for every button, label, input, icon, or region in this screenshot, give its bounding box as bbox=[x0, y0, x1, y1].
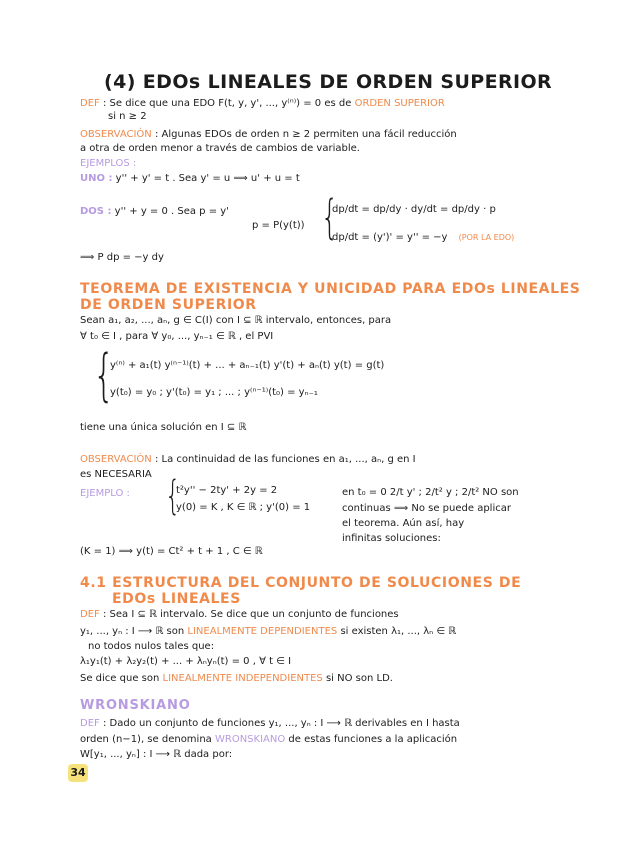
ejemplo-side-4: infinitas soluciones: bbox=[342, 533, 441, 544]
wronskiano-heading: WRONSKIANO bbox=[80, 698, 191, 713]
wronskiano-highlight: WRONSKIANO bbox=[214, 734, 286, 745]
teorema-conclusion: tiene una única solución en I ⊆ ℝ bbox=[80, 422, 247, 433]
teorema-heading-cont: DE ORDEN SUPERIOR bbox=[80, 297, 257, 313]
ejemplo-label: EJEMPLO : bbox=[80, 488, 130, 499]
uno-text: y'' + y' = t . Sea y' = u ⟹ u' + u = t bbox=[115, 173, 300, 184]
observacion-2 bbox=[80, 454, 416, 466]
uno-label: UNO : bbox=[80, 173, 113, 184]
estructura-heading: 4.1 ESTRUCTURA DEL CONJUNTO DE SOLUCIONES DE bbox=[80, 575, 522, 591]
li-pre: Se dice que son bbox=[80, 673, 160, 684]
ejemplos-label: EJEMPLOS : bbox=[80, 158, 137, 169]
ejemplo-side-1: en t₀ = 0 2/t y' ; 2/t² y ; 2/t² NO son bbox=[342, 487, 519, 498]
wronskiano-def bbox=[80, 718, 460, 730]
def-condition: si n ≥ 2 bbox=[108, 111, 147, 122]
dos-label: DOS : bbox=[80, 206, 112, 217]
dos-eq: y'' + y = 0 . Sea p = y' bbox=[114, 206, 229, 217]
def-orden-superior bbox=[80, 98, 445, 110]
wronskiano-line-3: W[y₁, ..., yₙ] : I ⟶ ℝ dada por: bbox=[80, 749, 233, 760]
wronskiano-pre: orden (n−1), se denomina bbox=[80, 734, 212, 745]
ejemplo-uno bbox=[80, 173, 300, 185]
obs2-label: OBSERVACIÓN bbox=[80, 454, 152, 465]
wronskiano-line-2 bbox=[80, 734, 457, 746]
def-highlight: ORDEN SUPERIOR bbox=[354, 98, 445, 109]
obs-text: : Algunas EDOs de orden n ≥ 2 permiten una fácil reducción bbox=[154, 129, 457, 140]
pvi-brace: { bbox=[93, 343, 115, 408]
ejemplo-brace: { bbox=[165, 473, 181, 519]
system-brace: { bbox=[320, 190, 339, 244]
ld-pre: y₁, ..., yₙ : I ⟶ ℝ son bbox=[80, 626, 185, 637]
dos-system-2 bbox=[332, 232, 514, 244]
ejemplo-cond: y(0) = K , K ∈ ℝ ; y'(0) = 1 bbox=[176, 502, 311, 513]
observacion-2-cont: es NECESARIA bbox=[80, 469, 152, 480]
pvi-equation: y⁽ⁿ⁾ + a₁(t) y⁽ⁿ⁻¹⁾(t) + ... + aₙ₋₁(t) y'(t) + aₙ(t) y(t) = g(t) bbox=[110, 360, 385, 371]
estructura-def-label: DEF bbox=[80, 609, 100, 620]
dos-eq2: p = P(y(t)) bbox=[252, 220, 305, 231]
ejemplo-side-3: el teorema. Aún así, hay bbox=[342, 518, 465, 529]
ld-highlight: LINEALMENTE DEPENDIENTES bbox=[187, 626, 338, 637]
def-label: DEF bbox=[80, 98, 100, 109]
teorema-line-1: Sean a₁, a₂, ..., aₙ, g ∈ C(I) con I ⊆ ℝ intervalo, entonces, para bbox=[80, 315, 392, 326]
obs-label: OBSERVACIÓN bbox=[80, 129, 152, 140]
ejemplo-result: (K = 1) ⟹ y(t) = Ct² + t + 1 , C ∈ ℝ bbox=[80, 546, 263, 557]
li-highlight: LINEALMENTE INDEPENDIENTES bbox=[162, 673, 323, 684]
wronskiano-def-text: : Dado un conjunto de funciones y₁, ..., yₙ : I ⟶ ℝ derivables en I hasta bbox=[102, 718, 460, 729]
pvi-conditions: y(t₀) = y₀ ; y'(t₀) = y₁ ; ... ; y⁽ⁿ⁻¹⁾(t₀) = yₙ₋₁ bbox=[110, 387, 318, 398]
wronskiano-post: de estas funciones a la aplicación bbox=[288, 734, 458, 745]
estructura-ld bbox=[80, 626, 456, 638]
observacion-1-cont: a otra de orden menor a través de cambios de variable. bbox=[80, 143, 360, 154]
observacion-1 bbox=[80, 129, 457, 141]
estructura-def-text: : Sea I ⊆ ℝ intervalo. Se dice que un conjunto de funciones bbox=[102, 609, 399, 620]
ld-post: si existen λ₁, ..., λₙ ∈ ℝ bbox=[340, 626, 457, 637]
wronskiano-def-label: DEF bbox=[80, 718, 100, 729]
dos-system-2-eq: dp/dt = (y')' = y'' = −y bbox=[332, 232, 448, 243]
estructura-li bbox=[80, 673, 393, 685]
estructura-combinacion: λ₁y₁(t) + λ₂y₂(t) + ... + λₙyₙ(t) = 0 , ∀ t ∈ I bbox=[80, 656, 292, 667]
estructura-no-nulos: no todos nulos tales que: bbox=[88, 641, 215, 652]
dos-system-1: dp/dt = dp/dy · dy/dt = dp/dy · p bbox=[332, 204, 496, 215]
teorema-line-2: ∀ t₀ ∈ I , para ∀ y₀, ..., yₙ₋₁ ∈ ℝ , el PVI bbox=[80, 331, 274, 342]
ejemplo-eq: t²y'' − 2ty' + 2y = 2 bbox=[176, 485, 278, 496]
dos-result: ⟹ P dp = −y dy bbox=[80, 252, 164, 263]
ejemplo-side-2: continuas ⟹ No se puede aplicar bbox=[342, 503, 511, 514]
li-post: si NO son LD. bbox=[325, 673, 393, 684]
estructura-def bbox=[80, 609, 399, 621]
obs2-text: : La continuidad de las funciones en a₁, ..., aₙ, g en I bbox=[154, 454, 416, 465]
teorema-heading: TEOREMA DE EXISTENCIA Y UNICIDAD PARA EDOs LINEALES bbox=[80, 281, 581, 297]
def-text: : Se dice que una EDO F(t, y, y', ..., y⁽ⁿ⁾) = 0 es de bbox=[102, 98, 352, 109]
page-number: 34 bbox=[68, 764, 88, 782]
page-title: (4) EDOs LINEALES DE ORDEN SUPERIOR bbox=[104, 71, 553, 93]
ejemplo-dos bbox=[80, 206, 229, 218]
dos-system-note: (POR LA EDO) bbox=[458, 233, 515, 242]
estructura-heading-cont: EDOs LINEALES bbox=[112, 591, 241, 607]
